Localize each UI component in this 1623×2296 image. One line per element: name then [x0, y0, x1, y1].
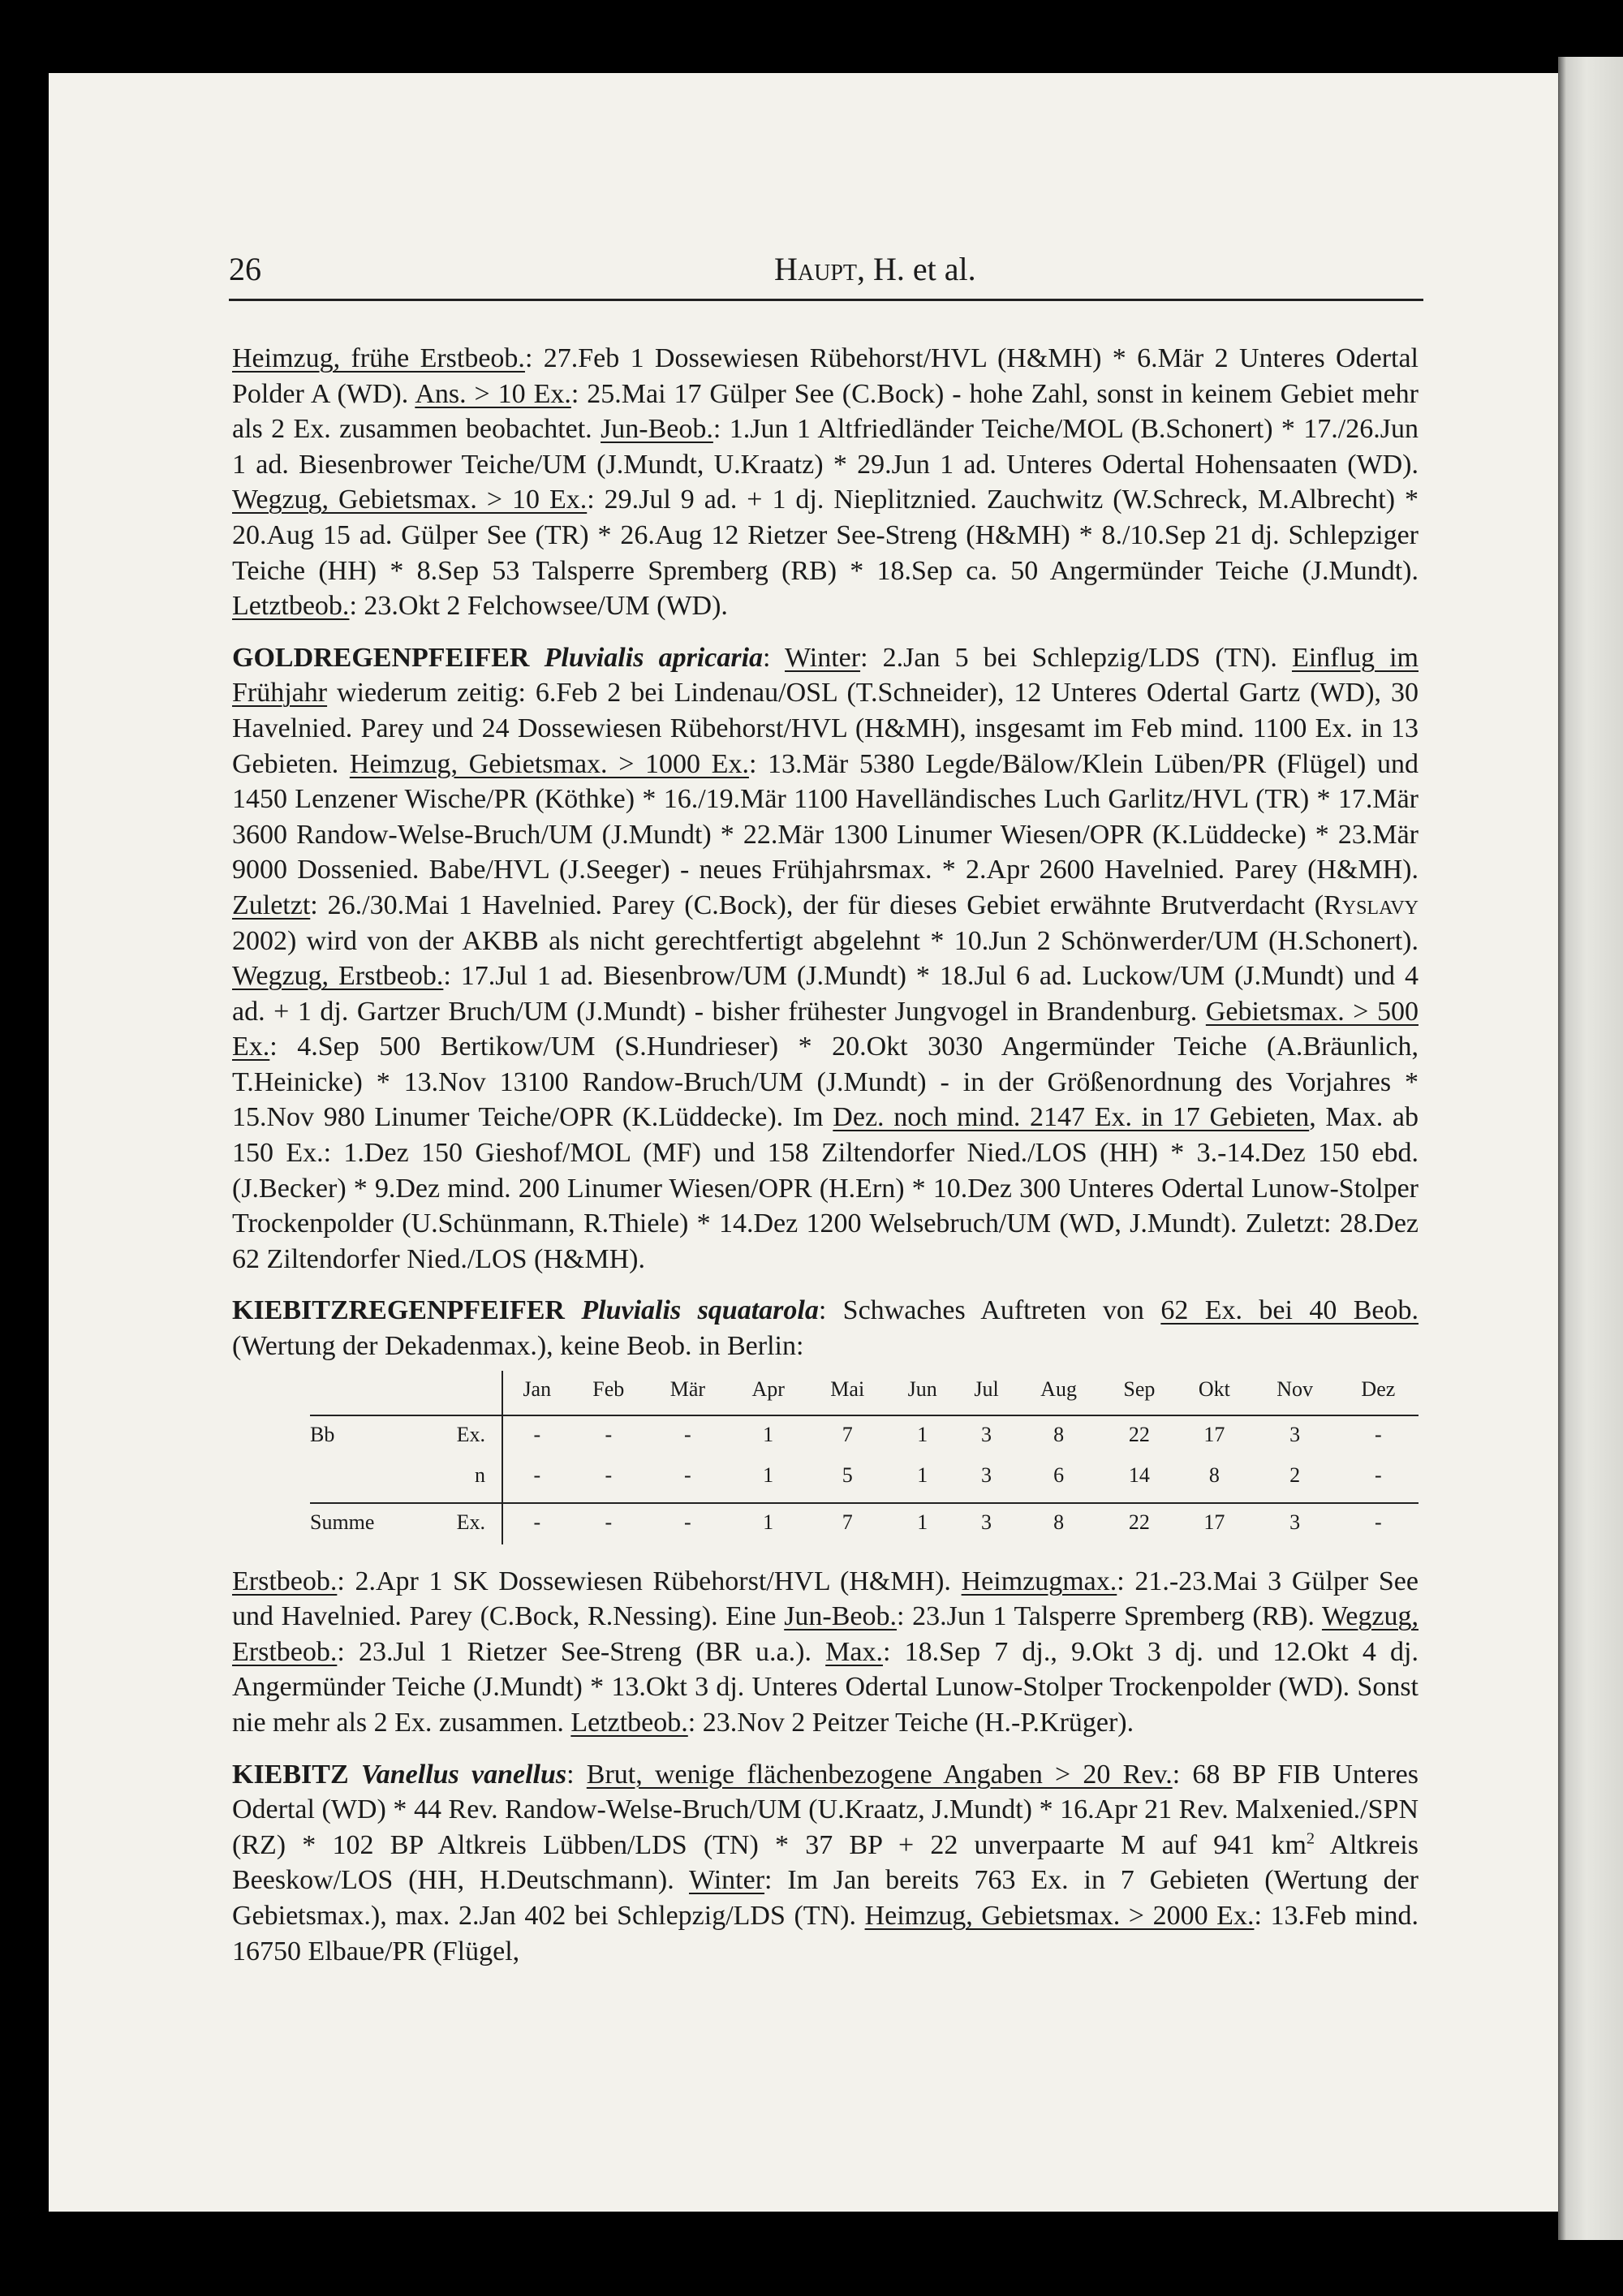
table-cell: -: [1338, 1503, 1419, 1544]
table-row: [310, 1457, 1419, 1503]
table-cell: 1: [763, 1462, 774, 1487]
table-cell: 3: [1252, 1503, 1338, 1544]
text: : 23.Okt 2 Felchowsee/UM (WD).: [349, 591, 728, 622]
species-name: KIEBITZREGENPFEIFER: [232, 1295, 565, 1326]
label-spring-maxima: Heimzug, Gebietsmax. > 2000 Ex.: [864, 1900, 1255, 1931]
label-autumn-first: Wegzug, Erstbeob.: [232, 1601, 1419, 1667]
table-cell: -: [533, 1462, 541, 1487]
article-body: [232, 341, 1419, 1985]
scientific-name: Pluvialis apricaria: [544, 642, 764, 673]
monthly-count-table: [310, 1371, 1419, 1544]
table-cell: -: [502, 1415, 571, 1457]
running-header: [229, 243, 1423, 301]
label-gatherings: Ans. > 10 Ex.: [415, 378, 571, 409]
reference-author: Ryslavy: [1324, 890, 1419, 920]
text: : 13.Feb mind. 16750 Elbaue/PR (Flügel,: [232, 1900, 1419, 1966]
paragraph-previous-species: [232, 341, 1419, 624]
row-kind: n: [407, 1457, 502, 1503]
text: : 1.Jun 1 Altfriedländer Teiche/MOL (B.Schonert) * 17./26.Jun 1 ad. Biesenbrower Teiche/UM (J.Mundt, U.Kraatz) * 29.Jun 1 ad. Unteres Odertal Hohensaaten (WD).: [232, 414, 1419, 480]
table-cell: 17: [1177, 1503, 1251, 1544]
page-number: 26: [229, 251, 261, 287]
label-june-records: Jun-Beob.: [601, 414, 713, 445]
table-cell: -: [1338, 1415, 1419, 1457]
scientific-name: Vanellus vanellus: [360, 1759, 567, 1790]
row-region: Summe: [310, 1503, 407, 1544]
text: : 4.Sep 500 Bertikow/UM (S.Hundrieser) * 20.Okt 3030 Angermünder Teiche (A.Bräunlich, T.Heinicke) * 13.Nov 13100 Randow-Bruch/UM (J.Mundt) - in der Größenordnung des Vorjahres * 15.Nov 980 Linumer Teiche/OPR (K.Lüddecke). Im: [232, 1032, 1419, 1133]
table-cell: 1: [730, 1415, 807, 1457]
paragraph-kiebitzregenpfeifer-records: [232, 1564, 1419, 1741]
species-name: KIEBITZ: [232, 1759, 349, 1790]
table-cell: 17: [1177, 1415, 1251, 1457]
text: : 2.Apr 1 SK Dossewiesen Rübehorst/HVL (H&MH).: [337, 1566, 962, 1596]
month-header: Dez: [1361, 1376, 1396, 1401]
label-spring-max: Heimzugmax.: [961, 1566, 1117, 1596]
table-row: [310, 1503, 1419, 1544]
text: : Schwaches Auftreten von: [818, 1295, 1161, 1326]
paragraph-kiebitzregenpfeifer: [232, 1293, 1419, 1363]
table-cell: 3: [981, 1462, 992, 1487]
page-edge: [1558, 57, 1623, 2240]
table-cell: 3: [958, 1415, 1016, 1457]
month-header: Jun: [907, 1376, 937, 1401]
text: , Max. ab 150 Ex.: 1.Dez 150 Gieshof/MOL (MF) und 158 Ziltendorfer Nied./LOS (HH) * 3.-14.Dez 150 ebd. (J.Becker) * 9.Dez mind. 200 Linumer Wiesen/OPR (H.Ern) * 10.Dez 300 Unteres Odertal Lunow-Stolper Trockenpolder (U.Schünmann, R.Thiele) * 14.Dez 1200 Welsebruch/UM (WD, J.Mundt). Zuletzt: 28.Dez 62 Ziltendorfer Nied./LOS (H&MH).: [232, 1102, 1419, 1274]
row-kind: Ex.: [407, 1415, 502, 1457]
text: : 17.Jul 1 ad. Biesenbrow/UM (J.Mundt) * 18.Jul 6 ad. Luckow/UM (J.Mundt) und 4 ad. + 1 dj. Gartzer Bruch/UM (J.Mundt) - bisher frühester Jungvogel in Brandenburg.: [232, 961, 1419, 1027]
table-cell: 8: [1208, 1462, 1220, 1487]
label-spring-influx: Einflug im Frühjahr: [232, 642, 1419, 709]
table-cell: 8: [1015, 1503, 1101, 1544]
label-winter: Winter: [688, 1865, 765, 1896]
text: : 29.Jul 9 ad. + 1 dj. Nieplitznied. Zauchwitz (W.Schreck, M.Albrecht) * 20.Aug 15 ad. Gülper See (TR) * 26.Aug 12 Rietzer See-Streng (H&MH) * 8./10.Sep 21 dj. Schlepziger Teiche (HH) * 8.Sep 53 Talsperre Spremberg (RB) * 18.Sep ca. 50 Angermünder Teiche (J.Mundt).: [232, 485, 1419, 586]
text: : 18.Sep 7 dj., 9.Okt 3 dj. und 12.Okt 4 dj. Angermünder Teiche (J.Mundt) * 13.Okt 3 dj. Unteres Odertal Lunow-Stolper Trockenpolder (WD). Sonst nie mehr als 2 Ex. zusammen.: [232, 1636, 1419, 1738]
month-header: Nov: [1276, 1376, 1314, 1401]
text: : 68 BP FIB Unteres Odertal (WD) * 44 Rev. Randow-Welse-Bruch/UM (U.Kraatz, J.Mundt) * 16.Apr 21 Rev. Malxenied./SPN (RZ) * 102 BP Altkreis Lübben/LDS (TN) * 37 BP + 22 unverpaarte M auf 941 km: [232, 1759, 1419, 1860]
table-cell: -: [571, 1415, 646, 1457]
table-cell: -: [571, 1503, 646, 1544]
label-autumn-migration: Wegzug, Gebietsmax. > 10 Ex.: [232, 485, 588, 515]
label-spring-maxima: Heimzug, Gebietsmax. > 1000 Ex.: [349, 748, 749, 779]
table-row: [310, 1415, 1419, 1457]
label-breeding: Brut, wenige flächenbezogene Angaben > 20 Rev.: [586, 1759, 1173, 1790]
text: : 2.Jan 5 bei Schlepzig/LDS (TN).: [860, 642, 1292, 673]
text: :: [566, 1759, 587, 1790]
table-cell: 2: [1289, 1462, 1301, 1487]
month-header: Mai: [830, 1376, 865, 1401]
scientific-name: Pluvialis squatarola: [581, 1295, 819, 1326]
species-name: GOLDREGENPFEIFER: [232, 642, 530, 673]
author-rest: , H. et al.: [857, 251, 976, 287]
row-region: [310, 1457, 407, 1503]
table-cell: -: [646, 1503, 730, 1544]
table-cell: 8: [1015, 1415, 1101, 1457]
month-header: Feb: [592, 1376, 625, 1401]
text: : 21.-23.Mai 3 Gülper See und Havelnied. Parey (C.Bock, R.Nessing). Eine: [232, 1566, 1419, 1632]
label-last-record: Letztbeob.: [232, 591, 350, 622]
label-last-record: Letztbeob.: [570, 1708, 688, 1738]
text: : 27.Feb 1 Dossewiesen Rübehorst/HVL (H&MH) * 6.Mär 2 Unteres Odertal Polder A (WD).: [232, 343, 1419, 409]
month-header: Jan: [523, 1376, 552, 1401]
text: : 26./30.Mai 1 Havelnied. Parey (C.Bock), der für dieses Gebiet erwähnte Brutverdacht (: [310, 890, 1324, 920]
month-header: Okt: [1198, 1376, 1230, 1401]
label-autumn-first: Wegzug, Erstbeob.: [232, 961, 444, 992]
text: (Wertung der Dekadenmax.), keine Beob. in Berlin:: [232, 1331, 804, 1362]
table-cell: 3: [1252, 1415, 1338, 1457]
text: : 25.Mai 17 Gülper See (C.Bock) - hohe Zahl, sonst in keinem Gebiet mehr als 2 Ex. zusammen beobachtet.: [232, 378, 1419, 445]
row-kind: Ex.: [407, 1503, 502, 1544]
table-cell: 7: [807, 1415, 888, 1457]
table-cell: 7: [807, 1503, 888, 1544]
superscript: 2: [1306, 1829, 1315, 1848]
text: 2002) wird von der AKBB als nicht gerechtfertigt abgelehnt * 10.Jun 2 Schönwerder/UM (H.Schonert).: [232, 925, 1419, 956]
table-cell: 22: [1102, 1415, 1177, 1457]
row-region: Bb: [310, 1415, 407, 1457]
paragraph-goldregenpfeifer: [232, 640, 1419, 1277]
table-header-cell: [407, 1371, 502, 1415]
table-cell: 22: [1102, 1503, 1177, 1544]
text: Altkreis Beeskow/LOS (HH, H.Deutschmann).: [232, 1829, 1419, 1896]
table-cell: 1: [730, 1503, 807, 1544]
label-june-record: Jun-Beob.: [784, 1601, 898, 1632]
table-cell: -: [502, 1503, 571, 1544]
table-header-row: [310, 1371, 1419, 1415]
table-cell: 5: [842, 1462, 853, 1487]
month-header: Aug: [1040, 1376, 1077, 1401]
table-cell: 1: [888, 1415, 958, 1457]
table-cell: 3: [958, 1503, 1016, 1544]
table-cell: -: [605, 1462, 613, 1487]
label-site-maxima: Gebietsmax. > 500 Ex.: [232, 996, 1419, 1062]
table-cell: -: [1375, 1462, 1382, 1487]
text: wiederum zeitig: 6.Feb 2 bei Lindenau/OSL (T.Schneider), 12 Unteres Odertal Gartz (WD), 30 Havelnied. Parey und 24 Dossewiesen Rübehorst/HVL (H&MH), insgesamt im Feb mind. 1100 Ex. in 13 Gebieten.: [232, 678, 1419, 779]
text: : Im Jan bereits 763 Ex. in 7 Gebieten (Wertung der Gebietsmax.), max. 2.Jan 402 bei Schlepzig/LDS (TN).: [232, 1865, 1419, 1931]
label-first-record: Erstbeob.: [232, 1566, 338, 1596]
table-cell: 6: [1053, 1462, 1065, 1487]
label-total: 62 Ex. bei 40 Beob.: [1160, 1295, 1419, 1326]
text: : 13.Mär 5380 Legde/Bälow/Klein Lüben/PR (Flügel) und 1450 Lenzener Wische/PR (Köthke) * 16./19.Mär 1100 Havelländisches Luch Garlitz/HVL (TR) * 17.Mär 3600 Randow-Welse-Bruch/UM (J.Mundt) * 22.Mär 1300 Linumer Wiesen/OPR (K.Lüddecke) * 23.Mär 9000 Dossenied. Babe/HVL (J.Seeger) - neues Frühjahrsmax. * 2.Apr 2600 Havelnied. Parey (H&MH).: [232, 748, 1419, 885]
text: : 23.Nov 2 Peitzer Teiche (H.-P.Krüger).: [687, 1708, 1134, 1738]
table-header-cell: [310, 1371, 407, 1415]
text: : 23.Jul 1 Rietzer See-Streng (BR u.a.).: [337, 1636, 826, 1667]
text: :: [763, 642, 786, 673]
table-cell: -: [684, 1462, 691, 1487]
month-header: Sep: [1123, 1376, 1156, 1401]
author-surname: Haupt: [774, 251, 858, 287]
month-header: Apr: [751, 1376, 785, 1401]
running-head: [774, 250, 976, 288]
month-header: Mär: [669, 1376, 706, 1401]
table-cell: -: [646, 1415, 730, 1457]
paragraph-kiebitz: [232, 1757, 1419, 1970]
month-header: Jul: [974, 1376, 999, 1401]
label-spring-migration: Heimzug, frühe Erstbeob.: [232, 343, 525, 373]
text: : 23.Jun 1 Talsperre Spremberg (RB).: [897, 1601, 1322, 1632]
label-last: Zuletzt: [232, 890, 311, 920]
table-cell: 1: [917, 1462, 928, 1487]
label-december: Dez. noch mind. 2147 Ex. in 17 Gebieten: [833, 1102, 1310, 1133]
label-max: Max.: [825, 1636, 883, 1667]
table-cell: 1: [888, 1503, 958, 1544]
table-cell: 14: [1128, 1462, 1150, 1487]
label-winter: Winter: [785, 642, 861, 673]
